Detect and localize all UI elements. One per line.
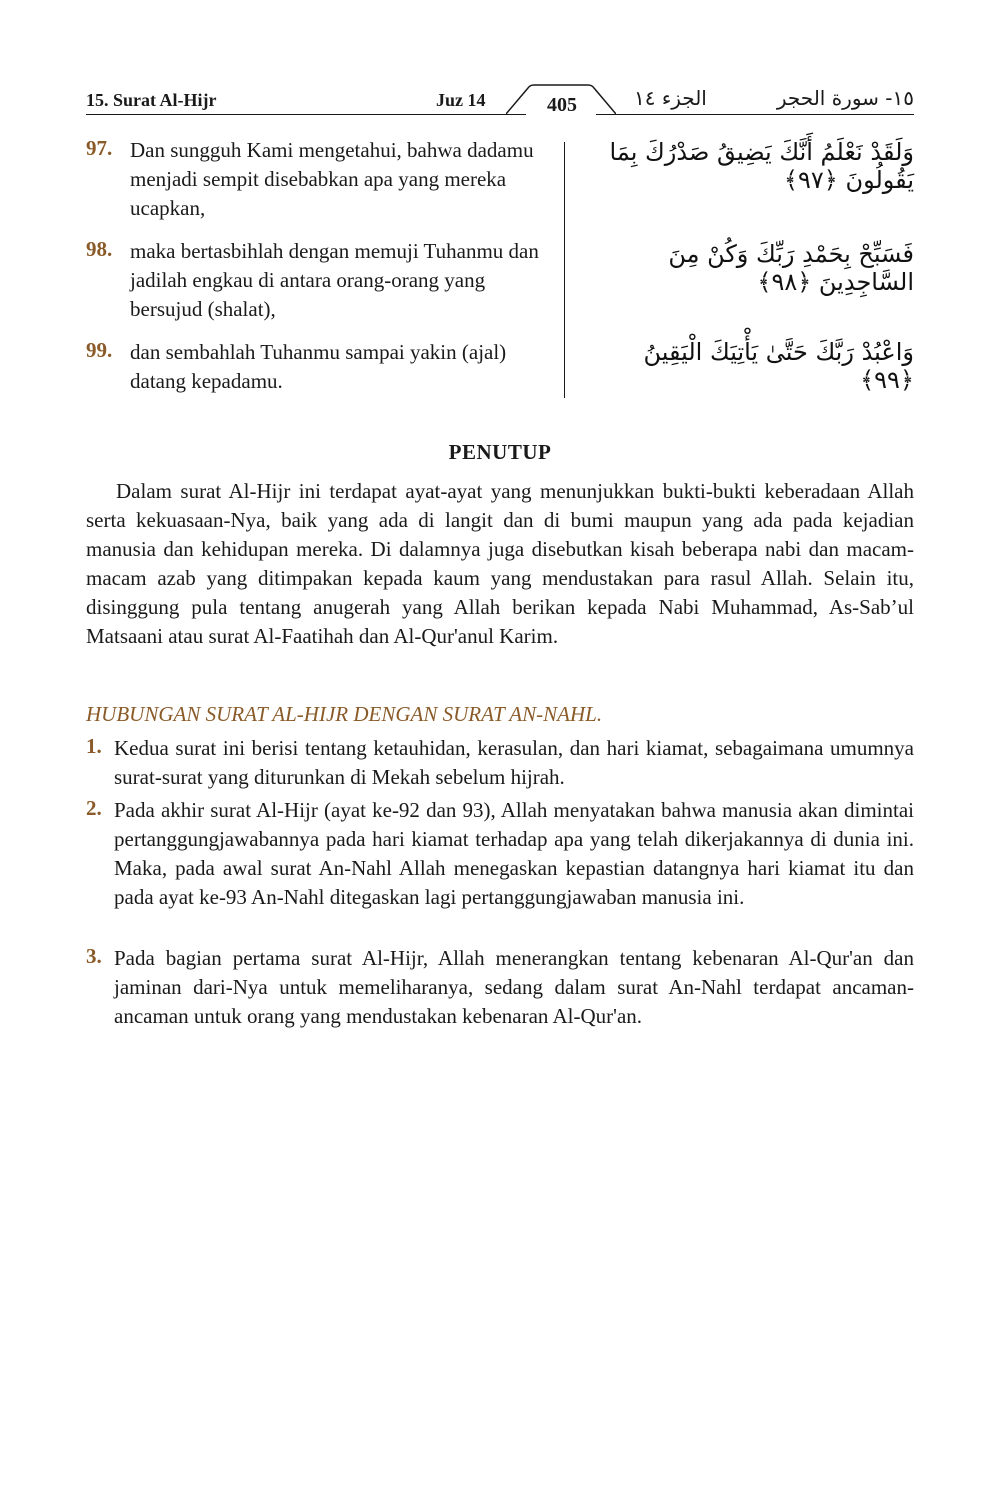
relation-heading: HUBUNGAN SURAT AL-HIJR DENGAN SURAT AN-NAHL. [86,702,603,726]
list-number: 1. [86,734,102,758]
verses-block [86,136,914,398]
arabic-surah-label: ١٥- سورة الحجر [776,86,914,110]
list-number: 3. [86,944,102,968]
verse-text: Dan sungguh Kami mengetahui, bahwa dadamu menjadi sempit disebabkan apa yang mereka ucapkan, [130,138,534,220]
verse-arabic: فَسَبِّحْ بِحَمْدِ رَبِّكَ وَكُنْ مِنَ السَّاجِدِينَ ﴿٩٨﴾ [668,240,914,296]
verse-text: maka bertasbihlah dengan memuji Tuhanmu dan jadilah engkau di antara orang-orang yang bersujud (shalat), [130,239,539,321]
verse-number: 98. [86,237,113,261]
page-number: 405 [547,94,577,116]
list-number: 2. [86,796,102,820]
verse-text: dan sembahlah Tuhanmu sampai yakin (ajal) datang kepadamu. [130,340,507,393]
juz-label: Juz 14 [436,90,486,110]
verse-arabic: وَاعْبُدْ رَبَّكَ حَتَّىٰ يَأْتِيَكَ الْيَقِينُ ﴿٩٩﴾ [643,338,914,394]
verse-number: 97. [86,136,113,160]
verse-arabic: وَلَقَدْ نَعْلَمُ أَنَّكَ يَضِيقُ صَدْرُكَ بِمَا يَقُولُونَ ﴿٩٧﴾ [609,138,914,194]
list-text: Pada bagian pertama surat Al-Hijr, Allah menerangkan tentang kebenaran Al-Qur'an dan jaminan dari-Nya untuk memeliharanya, sedang dalam surat An-Nahl terdapat ancaman-ancaman untuk orang yang mendustakan kebenaran Al-Qur'an. [114,946,914,1028]
section-title: PENUTUP [448,440,552,464]
arabic-juz-label: الجزء ١٤ [634,86,707,110]
verse-number: 99. [86,338,113,362]
list-text: Pada akhir surat Al-Hijr (ayat ke-92 dan 93), Allah menyatakan bahwa manusia akan dimintai pertanggungjawabannya pada hari kiamat terhadap apa yang telah dikerjakannya di dunia ini. Maka, pada awal surat An-Nahl Allah menegaskan kepastian datangnya hari kiamat itu dan pada ayat ke-93 An-Nahl ditegaskan lagi pertanggungjawaban manusia ini. [114,798,914,909]
column-divider [564,142,565,398]
list-text: Kedua surat ini berisi tentang ketauhidan, kerasulan, dan hari kiamat, sebagaimana umumnya surat-surat yang diturunkan di Mekah sebelum hijrah. [114,736,914,789]
surah-label: 15. Surat Al-Hijr [86,90,217,110]
page-header [86,84,914,124]
header-rule [86,114,914,115]
closing-paragraph: Dalam surat Al-Hijr ini terdapat ayat-ayat yang menunjukkan bukti-bukti keberadaan Allah serta kekuasaan-Nya, baik yang ada di langit dan di bumi maupun yang ada pada kejadian manusia dan kehidupan mereka. Di dalamnya juga disebutkan kisah beberapa nabi dan macam-macam azab yang ditimpakan kepada kaum yang mendustakan para rasul Allah. Selain itu, disinggung pula tentang anugerah yang Allah berikan kepada Nabi Muhammad, As-Sab’ul Matsaani atau surat Al-Faatihah dan Al-Qur'anul Karim. [86,479,914,648]
